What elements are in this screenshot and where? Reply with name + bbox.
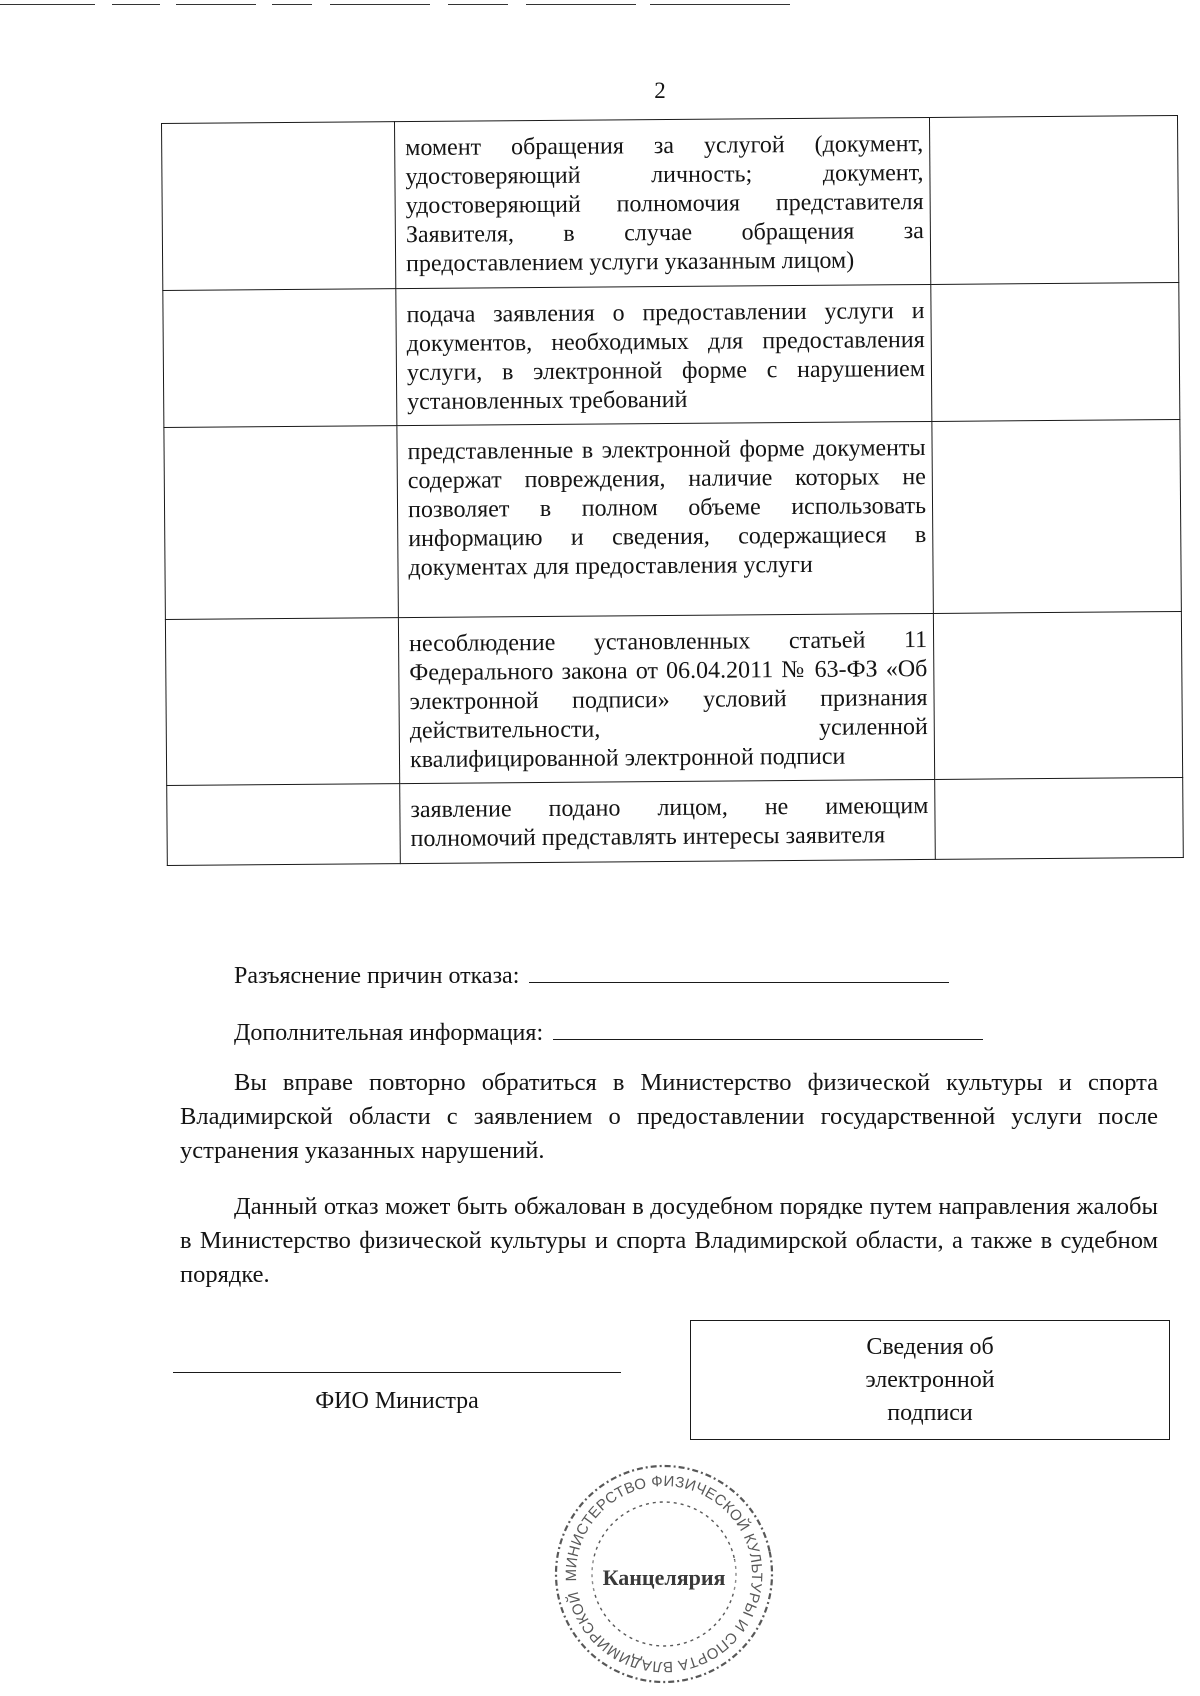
table-row	[162, 116, 1179, 291]
row-note-cell	[933, 612, 1182, 780]
minister-name-caption: ФИО Министра	[315, 1388, 479, 1414]
row-note-cell	[929, 116, 1178, 285]
row-number-cell	[167, 784, 401, 866]
appeal-paragraph: Данный отказ может быть обжалован в досудебном порядке путем направления жалобы в Министерство физической культуры и спорта Владимирской области, а также в судебном порядке.	[180, 1193, 1158, 1288]
ground-text-cell: момент обращения за услугой (документ, удостоверяющий личность; документ, удостоверяющий полномочия представителя Заявителя, в случае обращения за предоставлением услуги указанным лицом)	[394, 117, 930, 288]
additional-info-field	[234, 1017, 983, 1048]
refusal-reasons-blank	[529, 960, 949, 983]
signature-line	[173, 1372, 621, 1373]
additional-info-blank	[553, 1017, 983, 1040]
stamp-ring-text: МИНИСТЕРСТВО ФИЗИЧЕСКОЙ КУЛЬТУРЫ И СПОРТА ВЛАДИМИРСКОЙ	[562, 1472, 766, 1676]
table-row	[165, 612, 1182, 786]
electronic-signature-text: Сведения об электронной подписи	[865, 1333, 995, 1426]
row-note-cell	[935, 777, 1184, 859]
row-number-cell	[164, 426, 399, 620]
reapply-paragraph: Вы вправе повторно обратиться в Министерство физической культуры и спорта Владимирской области с заявлением о предоставлении государственной услуги после устранения указанных нарушений.	[180, 1069, 1158, 1164]
row-number-cell	[163, 289, 397, 428]
table-row	[164, 420, 1181, 620]
row-note-cell	[931, 283, 1180, 422]
chancellery-stamp	[548, 1458, 780, 1690]
ground-text-cell: несоблюдение установленных статьей 11 Федерального закона от 06.04.2011 № 63-ФЗ «Об электронной подписи» условий признания действительности, усиленной квалифицированной электронной подписи	[398, 613, 934, 783]
refusal-reasons-label: Разъяснение причин отказа:	[234, 963, 520, 989]
electronic-signature-box	[690, 1320, 1170, 1440]
refusal-reasons-field	[234, 960, 949, 991]
table-row	[163, 283, 1180, 428]
ground-text-cell: подача заявления о предоставлении услуги и документов, необходимых для предоставления услуги, в электронной форме с нарушением установленных требований	[396, 284, 932, 425]
ground-text-cell: представленные в электронной форме документы содержат повреждения, наличие которых не позволяет в полном объеме использовать информацию и сведения, содержащиеся в документах для предоставления услуги	[397, 421, 933, 617]
ground-text-cell: заявление подано лицом, не имеющим полномочий представлять интересы заявителя	[400, 779, 936, 863]
row-number-cell	[165, 618, 399, 786]
row-note-cell	[932, 420, 1182, 614]
page-number: 2	[654, 78, 666, 103]
top-scan-rule	[0, 0, 790, 8]
refusal-grounds-table	[161, 115, 1184, 866]
table-row	[167, 777, 1184, 865]
additional-info-label: Дополнительная информация:	[234, 1020, 544, 1046]
row-number-cell	[162, 122, 396, 291]
stamp-center-text: Канцелярия	[602, 1565, 726, 1590]
